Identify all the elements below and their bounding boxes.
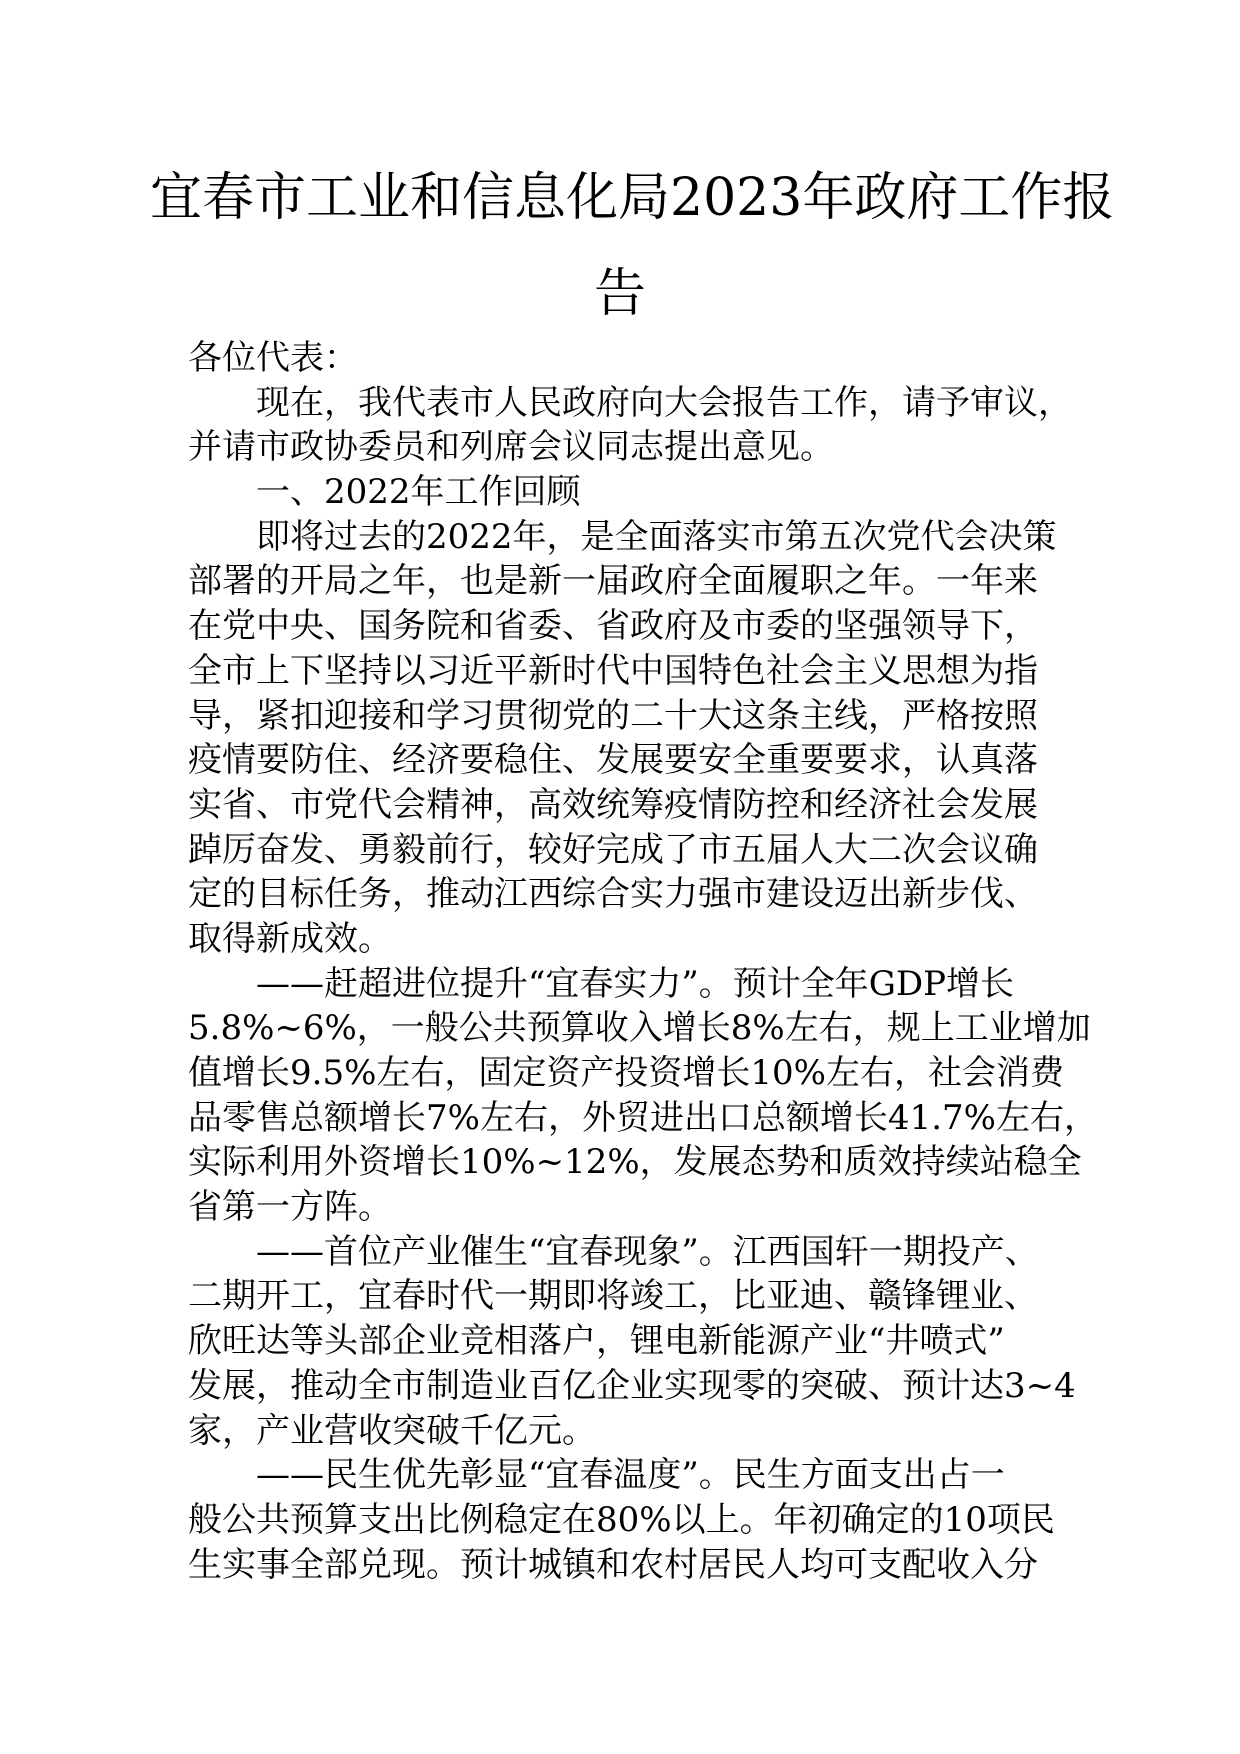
text-line: ——首位产业催生“宜春现象”。江西国轩一期投产、 [256, 1231, 1039, 1272]
text-line: 疫情要防住、经济要稳住、发展要安全重要要求，认真落 [188, 740, 1038, 781]
text-line: 发展，推动全市制造业百亿企业实现零的突破、预计达3~4 [188, 1365, 1076, 1406]
text-line: 现在，我代表市人民政府向大会报告工作，请予审议， [256, 382, 1072, 423]
text-line: ——赶超进位提升“宜春实力”。预计全年GDP增长 [256, 963, 1015, 1004]
text-line: 实省、市党代会精神，高效统筹疫情防控和经济社会发展 [188, 784, 1038, 825]
document-title-line-2: 告 [593, 264, 646, 324]
text-line: 踔厉奋发、勇毅前行，较好完成了市五届人大二次会议确 [188, 829, 1038, 870]
text-line: 值增长9.5%左右，固定资产投资增长10%左右，社会消费 [188, 1053, 1064, 1093]
text-line: 欣旺达等头部企业竞相落户，锂电新能源产业“井喷式” [188, 1321, 1005, 1362]
text-line: 即将过去的2022年，是全面落实市第五次党代会决策 [256, 516, 1057, 557]
text-line: 定的目标任务，推动江西综合实力强市建设迈出新步伐、 [188, 874, 1038, 915]
text-line: 生实事全部兑现。预计城镇和农村居民人均可支配收入分 [188, 1544, 1038, 1585]
text-line: 一、2022年工作回顾 [256, 472, 581, 513]
text-line: 家，产业营收突破千亿元。 [188, 1410, 596, 1451]
text-line: 般公共预算支出比例稳定在80%以上。年初确定的10项民 [188, 1499, 1055, 1540]
text-line: 部署的开局之年，也是新一届政府全面履职之年。一年来 [188, 561, 1038, 602]
text-line: 5.8%~6%，一般公共预算收入增长8%左右，规上工业增加 [188, 1008, 1091, 1049]
text-line: 在党中央、国务院和省委、省政府及市委的坚强领导下， [188, 606, 1038, 647]
text-line: 并请市政协委员和列席会议同志提出意见。 [188, 427, 834, 468]
text-line: 实际利用外资增长10%~12%，发展态势和质效持续站稳全 [188, 1142, 1082, 1183]
text-line: 品零售总额增长7%左右，外贸进出口总额增长41.7%左右， [188, 1097, 1098, 1138]
text-line: 各位代表： [188, 338, 358, 378]
text-line: ——民生优先彰显“宜春温度”。民生方面支出占一 [256, 1455, 1005, 1496]
document-body [188, 336, 1098, 1587]
text-line: 二期开工，宜春时代一期即将竣工，比亚迪、赣锋锂业、 [188, 1276, 1038, 1317]
text-line: 全市上下坚持以习近平新时代中国特色社会主义思想为指 [188, 650, 1038, 691]
text-line: 取得新成效。 [188, 918, 392, 959]
document-title-line-1: 宜春市工业和信息化局2023年政府工作报 [150, 168, 1115, 228]
text-line: 导，紧扣迎接和学习贯彻党的二十大这条主线，严格按照 [188, 695, 1038, 736]
text-line: 省第一方阵。 [188, 1187, 392, 1228]
